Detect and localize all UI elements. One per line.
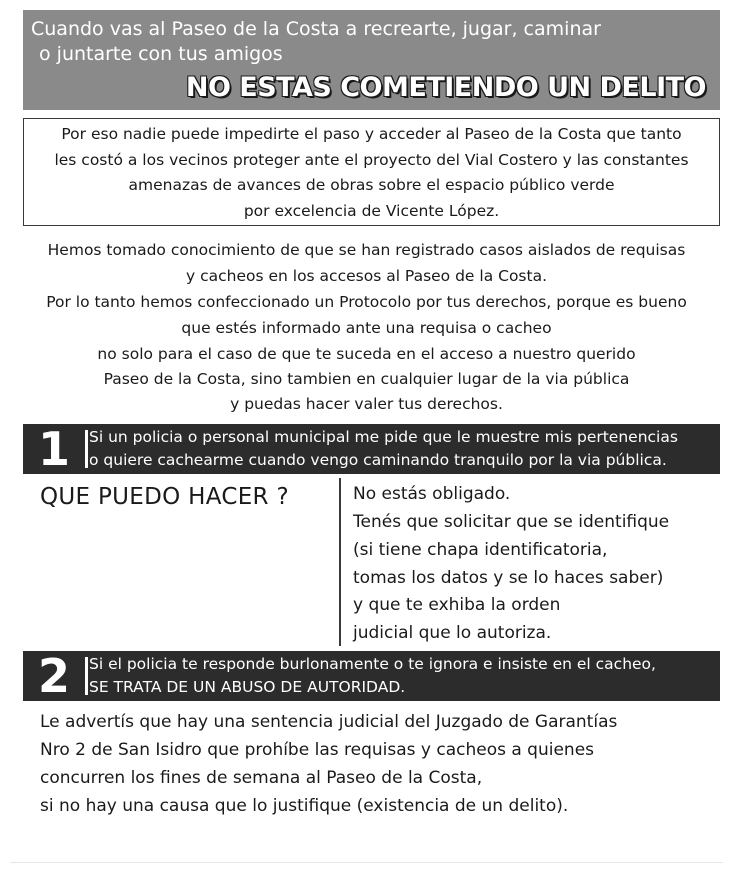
header-line-1: Cuando vas al Paseo de la Costa a recrearte, jugar, caminar bbox=[31, 18, 601, 40]
step-2-line: Si el policia te responde burlonamente o te ignora e insiste en el cacheo, bbox=[89, 655, 656, 673]
intro-line: Hemos tomado conocimiento de que se han registrado casos aislados de requisas bbox=[47, 241, 686, 259]
step-1-line: o quiere cachearme cuando vengo caminando tranquilo por la via pública. bbox=[89, 451, 667, 469]
intro-box bbox=[23, 118, 720, 226]
intro-line: y puedas hacer valer tus derechos. bbox=[230, 395, 503, 413]
answer-line: judicial que lo autoriza. bbox=[353, 623, 552, 643]
final-line: Nro 2 de San Isidro que prohíbe las requisas y cacheos a quienes bbox=[40, 740, 595, 760]
step-1-band bbox=[23, 424, 720, 474]
final-line: Le advertís que hay una sentencia judicial del Juzgado de Garantías bbox=[40, 712, 618, 732]
intro-line: no solo para el caso de que te suceda en el acceso a nuestro querido bbox=[97, 345, 636, 363]
box-line: amenazas de avances de obras sobre el espacio público verde bbox=[128, 176, 615, 194]
bottom-divider bbox=[10, 862, 723, 863]
header-line-2: o juntarte con tus amigos bbox=[39, 43, 283, 65]
final-line: concurren los fines de semana al Paseo de la Costa, bbox=[40, 768, 483, 788]
step-2-number: 2 bbox=[37, 649, 70, 703]
step-1-number: 1 bbox=[37, 422, 70, 476]
answer-line: No estás obligado. bbox=[353, 484, 511, 504]
step-2-band bbox=[23, 651, 720, 701]
intro-line: y cacheos en los accesos al Paseo de la Costa. bbox=[185, 267, 548, 285]
step-1-line: Si un policia o personal municipal me pide que le muestre mis pertenencias bbox=[89, 428, 678, 446]
answer-line: y que te exhiba la orden bbox=[353, 595, 561, 615]
question-divider bbox=[339, 478, 341, 646]
header-banner bbox=[23, 10, 720, 110]
intro-line: Por lo tanto hemos confeccionado un Protocolo por tus derechos, porque es bueno bbox=[46, 293, 687, 311]
box-line: Por eso nadie puede impedirte el paso y acceder al Paseo de la Costa que tanto bbox=[61, 125, 682, 143]
answer-line: Tenés que solicitar que se identifique bbox=[353, 512, 670, 532]
box-line: por excelencia de Vicente López. bbox=[243, 202, 500, 220]
question-heading: QUE PUEDO HACER ? bbox=[40, 484, 289, 510]
answer-line: (si tiene chapa identificatoria, bbox=[353, 540, 608, 560]
final-line: si no hay una causa que lo justifique (existencia de un delito). bbox=[40, 796, 569, 816]
step-2-divider bbox=[85, 657, 88, 695]
intro-line: Paseo de la Costa, sino tambien en cualquier lugar de la via pública bbox=[103, 370, 630, 388]
headline: NO ESTAS COMETIENDO UN DELITO bbox=[185, 72, 706, 103]
intro-line: que estés informado ante una requisa o cacheo bbox=[181, 319, 552, 337]
box-line: les costó a los vecinos proteger ante el proyecto del Vial Costero y las constantes bbox=[54, 151, 689, 169]
answer-line: tomas los datos y se lo haces saber) bbox=[353, 568, 664, 588]
step-1-divider bbox=[85, 430, 88, 468]
step-2-line: SE TRATA DE UN ABUSO DE AUTORIDAD. bbox=[89, 678, 406, 696]
